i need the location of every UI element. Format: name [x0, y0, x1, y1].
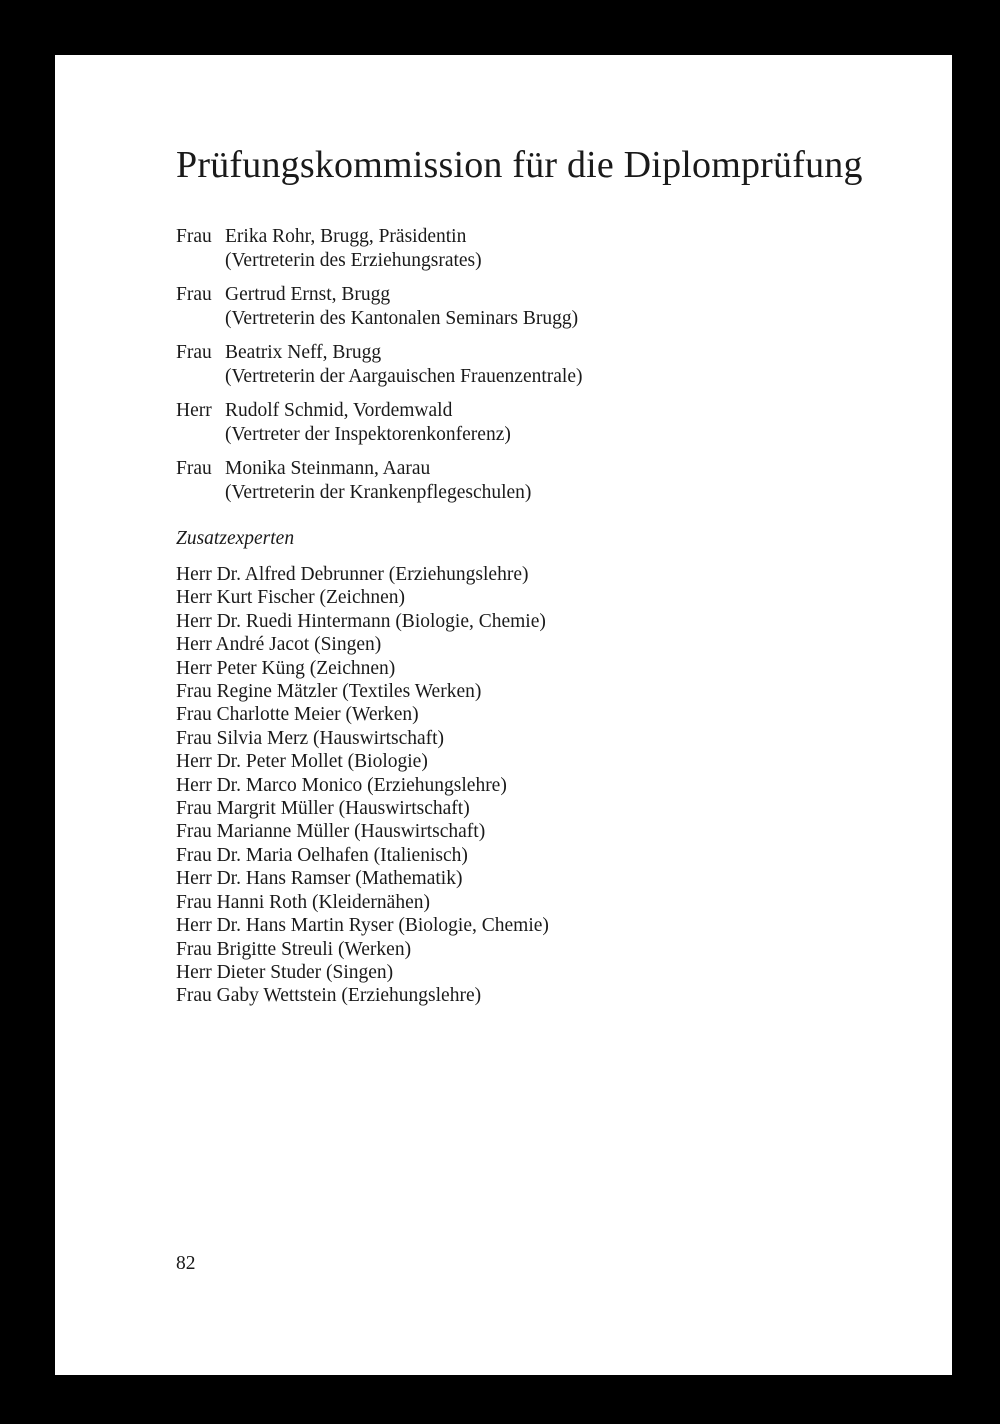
additional-experts-list — [176, 563, 549, 1008]
member-role: (Vertreterin des Kantonalen Seminars Brugg) — [225, 307, 579, 329]
commission-member — [176, 341, 583, 399]
expert-entry: Herr Dr. Peter Mollet (Biologie) — [176, 751, 428, 773]
member-role: (Vertreterin der Aargauischen Frauenzentrale) — [225, 365, 583, 387]
expert-entry: Frau Dr. Maria Oelhafen (Italienisch) — [176, 844, 468, 866]
expert-entry: Frau Regine Mätzler (Textiles Werken) — [176, 681, 482, 703]
commission-member — [176, 399, 583, 457]
expert-entry: Herr Dr. Alfred Debrunner (Erziehungslehre) — [176, 564, 529, 585]
expert-entry: Frau Hanni Roth (Kleidernähen) — [176, 891, 430, 913]
member-role: (Vertreterin der Krankenpflegeschulen) — [225, 481, 532, 503]
member-salutation: Frau — [176, 342, 212, 363]
commission-member — [176, 225, 583, 283]
expert-entry: Frau Brigitte Streuli (Werken) — [176, 938, 412, 960]
member-name: Erika Rohr, Brugg, Präsidentin — [225, 226, 467, 247]
member-salutation: Frau — [176, 226, 212, 247]
member-name-line — [176, 399, 583, 423]
expert-entry: Herr Peter Küng (Zeichnen) — [176, 657, 396, 679]
member-name: Monika Steinmann, Aarau — [225, 458, 431, 479]
member-name-line — [176, 283, 583, 307]
expert-entry: Herr Dr. Hans Ramser (Mathematik) — [176, 868, 463, 890]
expert-entry: Frau Silvia Merz (Hauswirtschaft) — [176, 727, 445, 749]
member-salutation: Herr — [176, 400, 212, 421]
member-salutation: Frau — [176, 284, 212, 305]
page-number: 82 — [176, 1253, 196, 1274]
expert-entry: Frau Margrit Müller (Hauswirtschaft) — [176, 798, 470, 820]
expert-entry: Frau Charlotte Meier (Werken) — [176, 704, 419, 726]
scan-edge-mark — [909, 46, 923, 50]
member-name-line — [176, 341, 583, 365]
member-salutation: Frau — [176, 458, 212, 479]
expert-entry: Herr Dr. Ruedi Hintermann (Biologie, Chemie) — [176, 610, 546, 632]
commission-member — [176, 457, 583, 515]
additional-experts-heading: Zusatzexperten — [176, 528, 295, 549]
member-name-line — [176, 457, 583, 481]
member-name: Gertrud Ernst, Brugg — [225, 284, 391, 305]
expert-entry: Herr Dieter Studer (Singen) — [176, 961, 394, 983]
member-name: Beatrix Neff, Brugg — [225, 342, 382, 363]
member-name: Rudolf Schmid, Vordemwald — [225, 400, 453, 421]
page-title: Prüfungskommission für die Diplomprüfung — [176, 144, 863, 186]
commission-member-list — [176, 225, 583, 515]
expert-entry: Herr Kurt Fischer (Zeichnen) — [176, 587, 406, 609]
member-name-line — [176, 225, 583, 249]
document-page — [55, 55, 952, 1375]
expert-entry: Herr Dr. Marco Monico (Erziehungslehre) — [176, 774, 507, 796]
expert-entry: Herr Dr. Hans Martin Ryser (Biologie, Chemie) — [176, 915, 549, 937]
expert-entry: Frau Gaby Wettstein (Erziehungslehre) — [176, 985, 482, 1007]
commission-member — [176, 283, 583, 341]
expert-entry: Herr André Jacot (Singen) — [176, 634, 382, 656]
member-role: (Vertreter der Inspektorenkonferenz) — [225, 423, 511, 445]
expert-entry: Frau Marianne Müller (Hauswirtschaft) — [176, 821, 486, 843]
member-role: (Vertreterin des Erziehungsrates) — [225, 249, 482, 271]
